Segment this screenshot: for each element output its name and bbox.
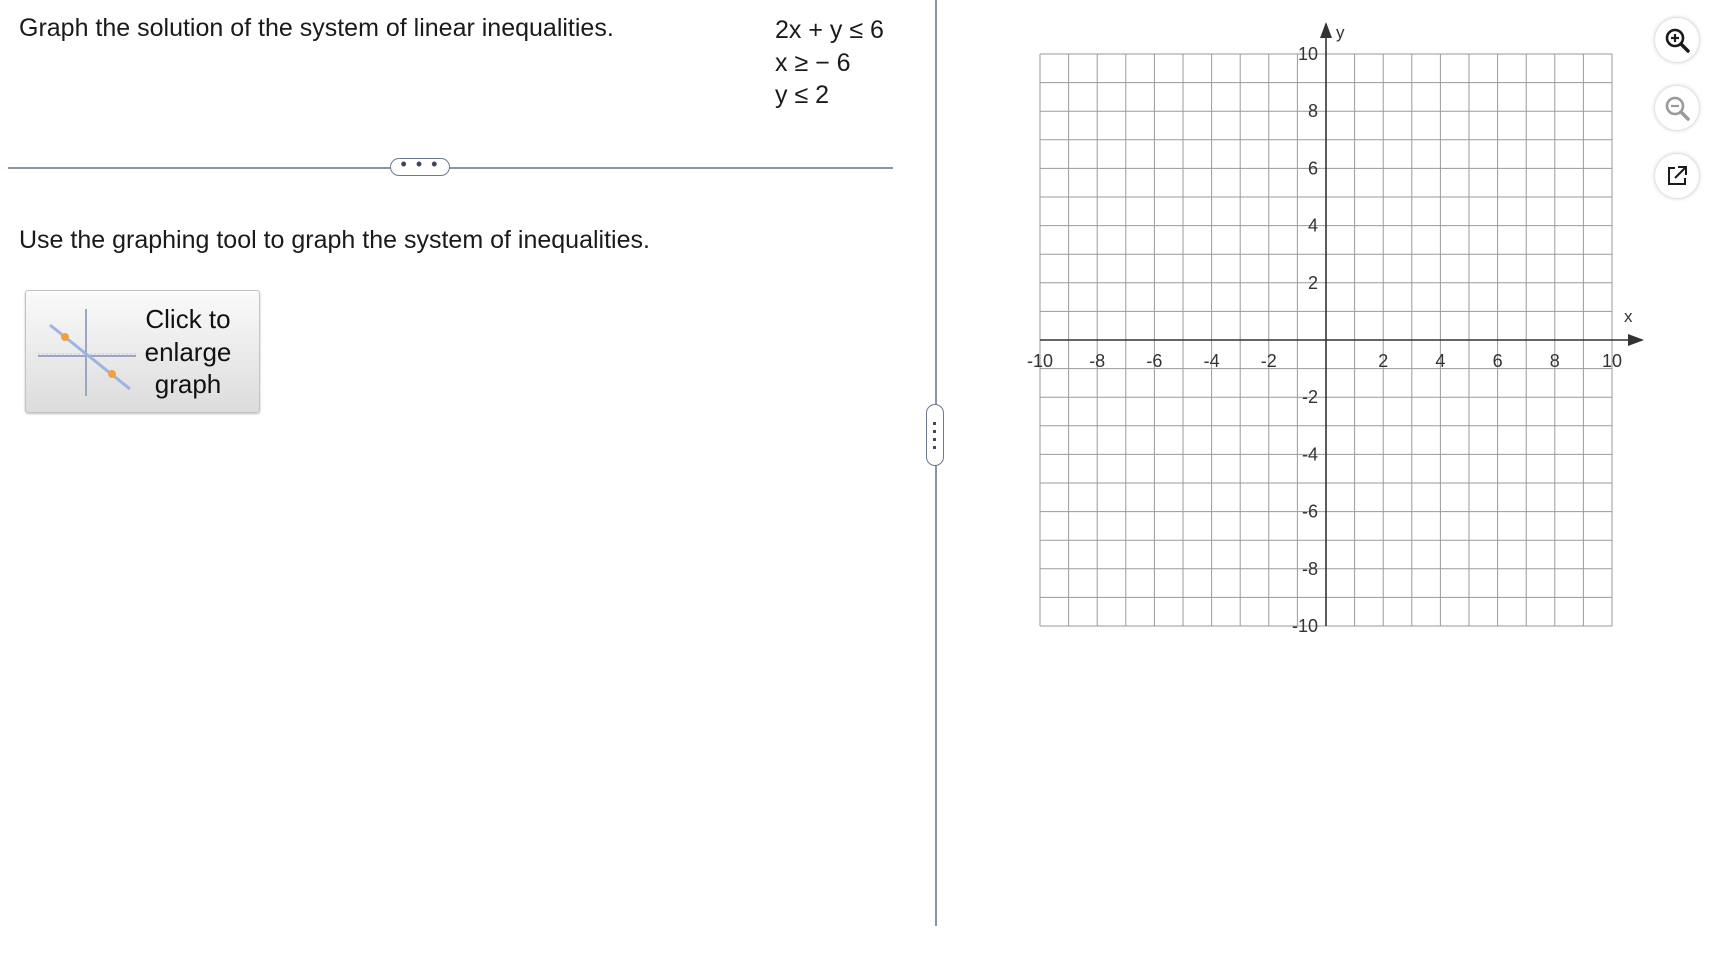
x-tick-label: -10 xyxy=(1026,351,1054,371)
x-tick-label: 10 xyxy=(1601,351,1623,371)
y-tick-label: 6 xyxy=(1307,158,1318,179)
y-tick-label: 8 xyxy=(1307,101,1318,122)
y-axis-arrow xyxy=(1320,22,1332,38)
x-tick-label: 4 xyxy=(1435,351,1446,371)
y-tick-label: -2 xyxy=(1301,387,1318,408)
x-tick-label: -2 xyxy=(1260,351,1277,371)
inequality-system xyxy=(775,14,884,112)
y-tick-label: 10 xyxy=(1297,44,1318,64)
enlarge-graph-label xyxy=(108,303,268,401)
enlarge-label-line3: graph xyxy=(154,369,222,399)
inequality-3: y ≤ 2 xyxy=(775,81,830,109)
y-tick-label: -8 xyxy=(1301,558,1318,579)
more-options-button[interactable]: • • • xyxy=(390,158,450,176)
x-axis-label: x xyxy=(1624,307,1633,326)
question-text: Graph the solution of the system of linear inequalities. xyxy=(19,14,614,42)
instruction-text: Use the graphing tool to graph the system of inequalities. xyxy=(19,226,650,254)
x-axis-arrow xyxy=(1628,334,1644,346)
x-tick-label: -8 xyxy=(1089,351,1106,371)
section-divider xyxy=(8,167,893,169)
coordinate-graph[interactable] xyxy=(1000,18,1660,658)
zoom-out-button[interactable] xyxy=(1655,86,1699,130)
popout-button[interactable] xyxy=(1655,154,1699,198)
x-tick-label: 6 xyxy=(1492,351,1503,371)
inequality-1: 2x + y ≤ 6 xyxy=(775,16,884,44)
y-tick-label: 4 xyxy=(1307,215,1318,236)
x-tick-label: 2 xyxy=(1378,351,1389,371)
inequality-2: x ≥ − 6 xyxy=(775,48,851,77)
x-tick-label: 8 xyxy=(1549,351,1560,371)
y-tick-label: -10 xyxy=(1291,616,1318,636)
zoom-out-icon xyxy=(1663,94,1691,122)
y-axis-label: y xyxy=(1336,23,1345,42)
popout-icon xyxy=(1663,162,1691,190)
enlarge-graph-button[interactable] xyxy=(25,290,260,413)
x-tick-label: -4 xyxy=(1203,351,1220,371)
y-tick-label: -6 xyxy=(1301,501,1318,522)
y-tick-label: 2 xyxy=(1307,272,1318,293)
zoom-in-button[interactable] xyxy=(1655,18,1699,62)
enlarge-label-line1: Click to xyxy=(145,304,231,334)
zoom-in-icon xyxy=(1663,26,1691,54)
x-tick-label: -6 xyxy=(1146,351,1163,371)
graph-area[interactable] xyxy=(1000,18,1660,663)
y-tick-label: -4 xyxy=(1301,444,1318,465)
splitter-handle[interactable] xyxy=(926,404,944,466)
enlarge-label-line2: enlarge xyxy=(144,336,232,367)
